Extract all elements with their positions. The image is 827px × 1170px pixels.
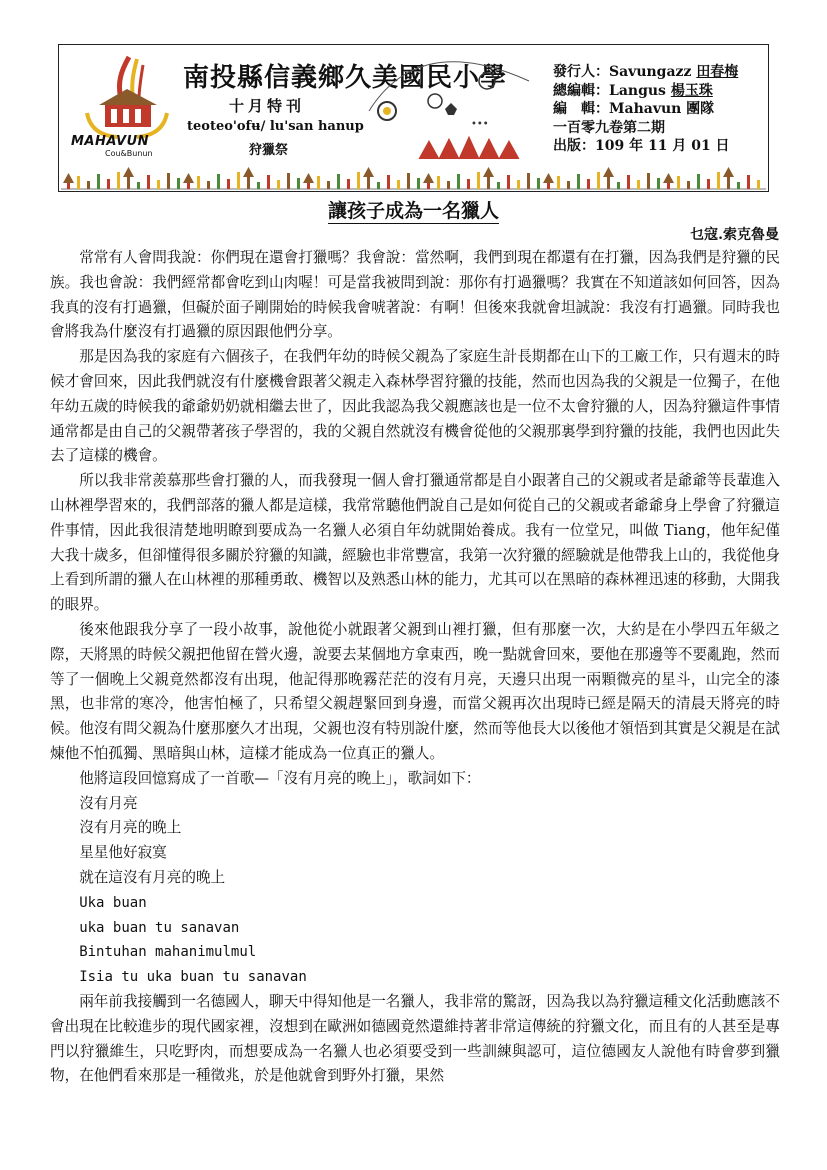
strip-figure xyxy=(737,182,740,189)
strip-figure xyxy=(637,180,640,189)
strip-figure xyxy=(407,173,410,189)
strip-figure xyxy=(417,178,420,189)
strip-figure xyxy=(277,180,280,189)
strip-figure xyxy=(477,172,480,189)
lyric-line: 沒有月亮的晚上 xyxy=(79,819,182,837)
strip-figure xyxy=(257,182,260,189)
lyric-line: Uka buan xyxy=(79,894,147,911)
strip-figure xyxy=(587,179,590,189)
strip-figure xyxy=(217,174,220,189)
strip-figure xyxy=(157,180,160,189)
strip-figure xyxy=(447,181,450,189)
strip-hut xyxy=(663,173,674,183)
paragraph: 那是因為我的家庭有六個孩子，在我們年幼的時候父親為了家庭生計長期都在山下的工廠工作，只有週末的時候才會回來，因此我們就沒有什麼機會跟著父親走入森林學習狩獵的技能，然而也因為我的父親是一位獨子，在他年幼五歲的時候我的爺爺奶奶就相繼去世了，因此我認為我父親應該也是一位不太會狩獵的人，因為狩獵這件事情通常都是由自己的父親帶著孩子學習的，我的父親自然就沒有機會從他的父親那裏學到狩獵的技能，我們也因此失去了這樣的機會。 xyxy=(50,348,780,465)
song-lyrics xyxy=(50,792,780,990)
strip-hut xyxy=(543,173,554,183)
paragraph: 他將這段回憶寫成了一首歌—「沒有月亮的晚上」，歌詞如下： xyxy=(79,769,481,787)
strip-hut xyxy=(603,167,614,177)
article-body xyxy=(50,246,780,1089)
article-author: 乜寇.索克魯曼 xyxy=(690,227,779,243)
strip-figure xyxy=(67,183,70,189)
strip-figure xyxy=(607,177,610,189)
strip-figure xyxy=(517,180,520,189)
strip-figure xyxy=(117,172,120,189)
paragraph: 常常有人會問我說：你們現在還會打獵嗎？我會說：當然啊，我們到現在都還有在打獵，因為我們是狩獵的民族。我也會說：我們經常都會吃到山肉喔！可是當我被問到說：那你有打過獵嗎？我實在不知道該如何回答，因為我真的沒有打過獵，但礙於面子剛開始的時候我會唬著說：有啊！但後來我就會坦誠說：我沒有打過獵。同時我也會將我為什麼沒有打過獵的原因跟他們分享。 xyxy=(50,249,780,341)
lyric-line: uka buan tu sanavan xyxy=(79,919,240,936)
strip-hut xyxy=(363,167,374,177)
strip-figure xyxy=(467,179,470,189)
strip-hut xyxy=(423,173,434,183)
strip-figure xyxy=(707,179,710,189)
strip-figure xyxy=(657,178,660,189)
strip-figure xyxy=(207,181,210,189)
festival-native-name: teoteo'ofʉ/ lu'san hanup xyxy=(187,119,364,134)
strip-figure xyxy=(497,182,500,189)
lyric-line: 沒有月亮 xyxy=(79,794,138,812)
school-name: 南投縣信義鄉久美國民小學 xyxy=(183,63,508,93)
strip-figure xyxy=(177,178,180,189)
svg-text:•••: ••• xyxy=(471,119,489,130)
strip-figure xyxy=(387,175,390,189)
paragraph: 兩年前我接觸到一名德國人，聊天中得知他是一名獵人，我非常的驚訝，因為我以為狩獵這種文化活動應該不會出現在比較進步的現代國家裡，沒想到在歐洲如德國竟然還維持著非常這傳統的狩獵文化，而且有的人甚至是專門以狩獵維生，只吃野肉，而想要成為一名獵人也必須要受到一些訓練與認可，這位德國友人說他有時會夢到獵物，在他們看來那是一種徵兆，於是他就會到野外打獵，果然 xyxy=(50,992,780,1085)
strip-figure xyxy=(337,174,340,189)
festival-chinese-name: 狩獵祭 xyxy=(249,143,289,158)
logo-subtitle: Cou&Bunun xyxy=(105,149,153,158)
strip-figure xyxy=(597,172,600,189)
strip-figure xyxy=(627,175,630,189)
strip-figure xyxy=(107,179,110,189)
strip-hut xyxy=(303,173,314,183)
strip-figure xyxy=(77,176,80,189)
strip-figure xyxy=(197,176,200,189)
lyric-line: 就在這沒有月亮的晚上 xyxy=(79,868,226,886)
strip-figure xyxy=(617,182,620,189)
strip-figure xyxy=(87,181,90,189)
strip-figure xyxy=(397,180,400,189)
strip-figure xyxy=(687,181,690,189)
credit-editors: 編 輯：Mahavun 團隊 xyxy=(553,101,715,117)
strip-figure xyxy=(457,174,460,189)
strip-figure xyxy=(237,172,240,189)
strip-figure xyxy=(357,172,360,189)
strip-figure xyxy=(247,177,250,189)
strip-figure xyxy=(347,179,350,189)
masthead xyxy=(58,44,769,192)
paragraph: 後來他跟我分享了一段小故事，說他從小就跟著父親到山裡打獵，但有那麼一次，大約是在小學四五年級之際，天將黑的時候父親把他留在營火邊，說要去某個地方拿東西，晚一點就會回來，要他在那邊等不要亂跑，然而等了一個晚上父親竟然都沒有出現，他記得那晚霧茫茫的沒有月亮，天邊只出現一兩顆微亮的星斗，山完全的漆黑，也非常的寒冷，他害怕極了，只希望父親趕緊回到身邊，而當父親再次出現時已經是隔天的清晨天將亮的時候。他沒有問父親為什麼那麼久才出現，父親也沒有特別說什麼，然而等他長大以後他才領悟到其實是父親是在試煉他不怕孤獨、黑暗與山林，這樣才能成為一位真正的獵人。 xyxy=(50,620,780,762)
credits-block xyxy=(553,63,738,156)
strip-figure xyxy=(327,181,330,189)
strip-figure xyxy=(187,183,190,189)
strip-figure xyxy=(287,173,290,189)
strip-figure xyxy=(487,177,490,189)
strip-hut xyxy=(183,173,194,183)
strip-hut xyxy=(243,167,254,177)
credit-publisher: 發行人：Savungazz 田春梅 xyxy=(553,64,739,80)
strip-figure xyxy=(547,183,550,189)
article-title: 讓孩子成為一名獵人 xyxy=(327,200,499,222)
strip-figure xyxy=(507,175,510,189)
strip-figure xyxy=(427,183,430,189)
lyric-line: 星星他好寂寞 xyxy=(79,844,167,862)
logo-wordmark: MAHAVUN xyxy=(71,134,150,149)
strip-figure xyxy=(667,183,670,189)
decorative-village-strip xyxy=(61,163,766,190)
credit-editor-in-chief: 總編輯：Langus 楊玉珠 xyxy=(553,82,713,99)
strip-figure xyxy=(717,172,720,189)
strip-figure xyxy=(557,176,560,189)
strip-figure xyxy=(757,180,760,189)
strip-figure xyxy=(267,175,270,189)
strip-figure xyxy=(167,173,170,189)
strip-figure xyxy=(437,176,440,189)
strip-figure xyxy=(297,178,300,189)
credit-volume: 一百零九卷第二期 xyxy=(553,119,665,136)
strip-figure xyxy=(367,177,370,189)
strip-figure xyxy=(537,178,540,189)
strip-figure xyxy=(567,181,570,189)
strip-hut xyxy=(123,167,134,177)
strip-figure xyxy=(727,177,730,189)
strip-figure xyxy=(307,183,310,189)
strip-figure xyxy=(137,182,140,189)
strip-figure xyxy=(747,175,750,189)
strip-figure xyxy=(527,173,530,189)
strip-figure xyxy=(697,174,700,189)
strip-figure xyxy=(677,176,680,189)
lyric-line: Isia tu uka buan tu sanavan xyxy=(79,969,307,986)
strip-figure xyxy=(227,179,230,189)
credit-publish-date: 出版：109 年 11 月 01 日 xyxy=(553,138,730,154)
strip-figure xyxy=(317,176,320,189)
strip-hut xyxy=(63,173,74,183)
strip-hut xyxy=(483,167,494,177)
issue-label: 十月特刊 xyxy=(229,97,306,115)
strip-figure xyxy=(97,174,100,189)
strip-figure xyxy=(577,174,580,189)
strip-figure xyxy=(377,182,380,189)
lyric-line: Bintuhan mahanimulmul xyxy=(79,944,257,961)
hunting-illustration-icon xyxy=(359,51,534,161)
strip-hut xyxy=(723,167,734,177)
strip-figure xyxy=(127,177,130,189)
strip-figure xyxy=(647,173,650,189)
paragraph: 所以我非常羨慕那些會打獵的人，而我發現一個人會打獵通常都是自小跟著自己的父親或者是爺爺等長輩進入山林裡學習來的，我們部落的獵人都是這樣，我常常聽他們說自己是如何從自己的父親或者爺爺身上學會了狩獵這件事情，因此我很清楚地明瞭到要成為一名獵人必須自年幼就開始養成。我有一位堂兄，叫做 Tiang，他年紀僅大我十歲多，但卻懂得很多關於狩獵的知識，經驗也非常豐富，我第一次狩獵的經驗就是他帶我上山的，我從他身上看到所謂的獵人在山林裡的那種勇敢、機智以及熟悉山林的能力，尤其可以在黑暗的森林裡迅速的移動，大開我的眼界。 xyxy=(50,472,780,614)
strip-figure xyxy=(147,175,150,189)
